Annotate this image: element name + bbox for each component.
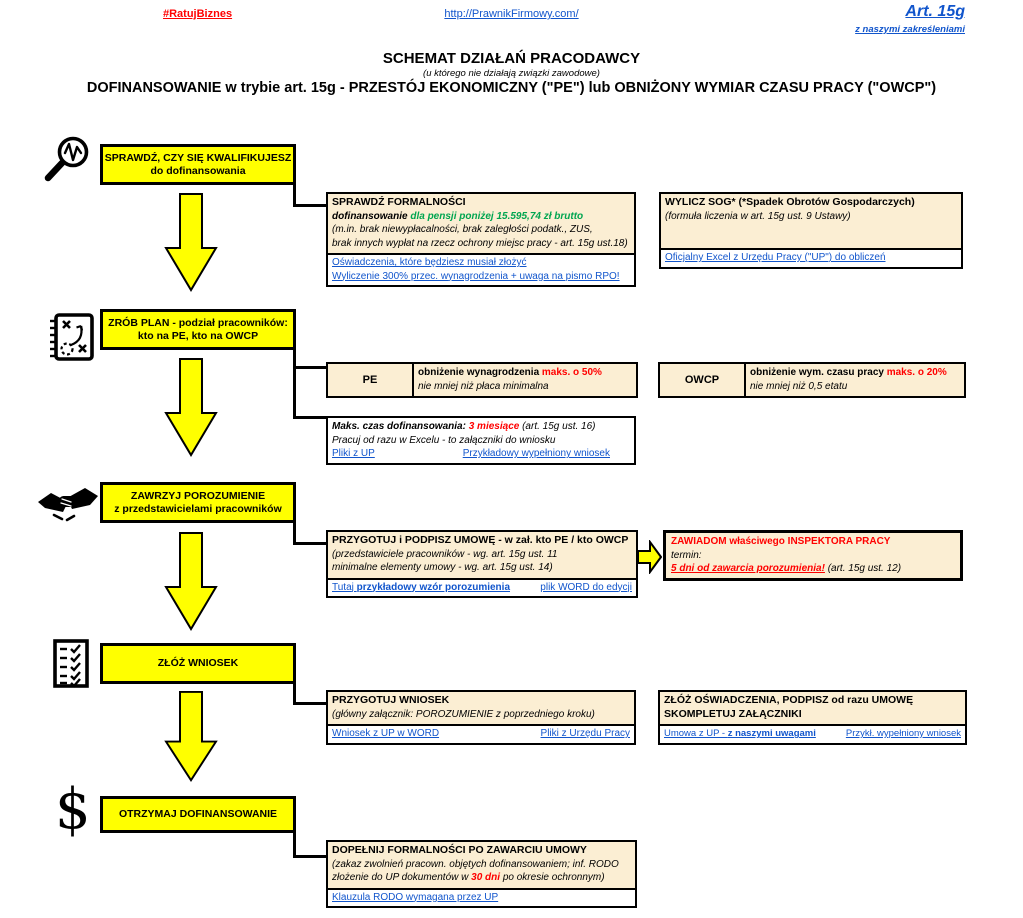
connector-line	[293, 831, 296, 858]
connector-line	[293, 855, 326, 858]
flow-arrow-right	[637, 540, 662, 574]
owcp-rule: obniżenie wym. czasu pracy	[750, 367, 887, 378]
handshake-icon	[36, 480, 100, 529]
flow-arrow-down	[163, 532, 219, 632]
panel-note: (m.in. brak niewypłacalności, brak zaległości podatk., ZUS,	[332, 224, 593, 235]
panel-note: po okresie ochronnym)	[500, 872, 605, 883]
connector-line	[293, 702, 326, 705]
page-title-line2: DOFINANSOWANIE w trybie art. 15g - PRZESTÓJ EKONOMICZNY ("PE") lub OBNIŻONY WYMIAR CZASU PRACY ("OWCP")	[86, 80, 937, 96]
statements-link[interactable]: Oświadczenia, które będziesz musiał złożyć	[332, 257, 527, 268]
panel-title: SKOMPLETUJ ZAŁĄCZNIKI	[664, 707, 802, 720]
step-label: do dofinansowania	[150, 164, 246, 177]
panel-title: WYLICZ SOG* (*Spadek Obrotów Gospodarczych)	[665, 196, 915, 208]
connector-line	[293, 348, 296, 419]
panel-note: złożenie do UP dokumentów w	[332, 872, 472, 883]
panel-note: minimalne elementy umowy - wg. art. 15g ust. 14)	[332, 562, 553, 573]
inspector-title: ZAWIADOM właściwego INSPEKTORA PRACY	[671, 536, 891, 547]
step-node-check-qualification	[100, 144, 296, 185]
inspector-ref: (art. 15g ust. 12)	[824, 563, 902, 574]
inspector-term-label: termin:	[671, 549, 702, 561]
panel-note: (zakaz zwolnień pracown. objętych dofinansowaniem; inf. RODO	[332, 858, 619, 870]
art-15g-link[interactable]: Art. 15g	[905, 3, 965, 20]
step-label: kto na PE, kto na OWCP	[137, 329, 259, 342]
sample-filled-application-link[interactable]: Przykł. wypełniony wniosek	[845, 728, 961, 739]
subsidy-label: dofinansowanie	[332, 210, 411, 222]
owcp-rule-limit: maks. o 20%	[886, 367, 947, 378]
step-node-receive-funding	[100, 796, 296, 833]
connector-line	[293, 204, 326, 207]
panel-title: PRZYGOTUJ i PODPISZ UMOWĘ - w zał. kto PE / kto OWCP	[332, 534, 629, 546]
pe-rule-limit: maks. o 50%	[541, 367, 602, 378]
step-label: ZRÓB PLAN - podział pracowników:	[108, 316, 288, 329]
owcp-rule-row	[658, 362, 966, 398]
page-subtitle: (u którego nie działają związki zawodowe)	[423, 68, 600, 79]
official-excel-link[interactable]: Oficjalny Excel z Urzędu Pracy ("UP") do obliczeń	[665, 252, 886, 263]
statements-panel	[658, 690, 967, 745]
duration-note: Pracuj od razu w Excelu - to załączniki do wniosku	[332, 434, 556, 446]
flow-arrow-down	[163, 691, 219, 783]
panel-title: SPRAWDŹ FORMALNOŚCI	[332, 196, 466, 208]
agreement-template-link[interactable]: Tutaj przykładowy wzór porozumienia	[332, 581, 510, 593]
subsidy-threshold: dla pensji poniżej 15.595,74 zł brutto	[410, 210, 584, 222]
checklist-icon	[46, 638, 94, 695]
word-file-link[interactable]: plik WORD do edycji	[540, 581, 632, 593]
owcp-rule-note: nie mniej niż 0,5 etatu	[750, 381, 848, 392]
dollar-icon: $	[55, 777, 91, 842]
calculation-300pct-link[interactable]: Wyliczenie 300% przec. wynagrodzenia + uwaga na pismo RPO!	[332, 270, 620, 282]
magnifier-icon	[40, 134, 98, 193]
site-url-link[interactable]: http://PrawnikFirmowy.com/	[444, 8, 579, 20]
step-label: ZAWRZYJ POROZUMIENIE	[130, 489, 266, 502]
application-word-link[interactable]: Wniosek z UP w WORD	[332, 728, 440, 739]
panel-note: (główny załącznik: POROZUMIENIE z poprzedniego kroku)	[332, 708, 595, 720]
duration-label: Maks. czas dofinansowania:	[332, 421, 469, 432]
panel-title: DOPEŁNIJ FORMALNOŚCI PO ZAWARCIU UMOWY	[332, 844, 587, 856]
panel-title: ZŁÓŻ OŚWIADCZENIA, PODPISZ od razu UMOWĘ	[664, 694, 914, 706]
ratujbiznes-link[interactable]: #RatujBiznes	[163, 8, 233, 20]
step-node-make-plan	[100, 309, 296, 350]
panel-note: (formuła liczenia w art. 15g ust. 9 Ustawy)	[665, 210, 851, 222]
sample-application-link[interactable]: Przykładowy wypełniony wniosek	[462, 448, 610, 459]
panel-title: PRZYGOTUJ WNIOSEK	[332, 694, 450, 706]
step-label: SPRAWDŹ, CZY SIĘ KWALIFIKUJESZ	[104, 151, 292, 164]
labor-office-files-link[interactable]: Pliki z Urzędu Pracy	[540, 728, 630, 739]
art-15g-note-link[interactable]: z naszymi zakreśleniami	[855, 24, 965, 35]
final-formalities-panel	[326, 840, 637, 908]
duration-ref: (art. 15g ust. 16)	[519, 421, 596, 432]
duration-box	[326, 416, 636, 465]
connector-line	[293, 416, 326, 419]
page-title: SCHEMAT DZIAŁAŃ PRACODAWCY	[382, 50, 641, 67]
flow-arrow-down	[163, 193, 219, 293]
panel-note: (przedstawiciele pracowników - wg. art. 15g ust. 11	[332, 548, 558, 560]
inspector-deadline: 5 dni od zawarcia porozumienia!	[671, 563, 825, 574]
owcp-label: OWCP	[660, 364, 746, 396]
flow-arrow-down	[163, 358, 219, 458]
duration-value: 3 miesiące	[468, 421, 520, 432]
step-node-submit-application	[100, 643, 296, 684]
step-node-conclude-agreement	[100, 482, 296, 523]
connector-line	[293, 366, 330, 369]
agreement-panel	[326, 530, 638, 598]
application-panel	[326, 690, 636, 745]
deadline-30-days: 30 dni	[471, 872, 501, 883]
rodo-clause-link[interactable]: Klauzula RODO wymagana przez UP	[332, 891, 499, 903]
pe-rule-row	[326, 362, 638, 398]
up-contract-link[interactable]: Umowa z UP - z naszymi uwagami	[664, 728, 816, 739]
sog-panel	[659, 192, 963, 269]
inspector-notice-box	[663, 530, 963, 581]
step-label: z przedstawicielami pracowników	[114, 502, 282, 515]
connector-line	[293, 542, 326, 545]
step-label: OTRZYMAJ DOFINANSOWANIE	[118, 808, 278, 820]
panel-note: brak innych wypłat na rzecz ochrony miejsc pracy - art. 15g ust.18)	[332, 237, 628, 249]
plan-icon	[46, 312, 96, 367]
pe-rule: obniżenie wynagrodzenia	[418, 367, 542, 378]
pe-label: PE	[328, 364, 414, 396]
pe-rule-note: nie mniej niż płaca minimalna	[418, 381, 549, 392]
check-formalities-panel	[326, 192, 636, 287]
step-label: ZŁÓŻ WNIOSEK	[157, 657, 239, 669]
up-files-link[interactable]: Pliki z UP	[332, 448, 375, 459]
